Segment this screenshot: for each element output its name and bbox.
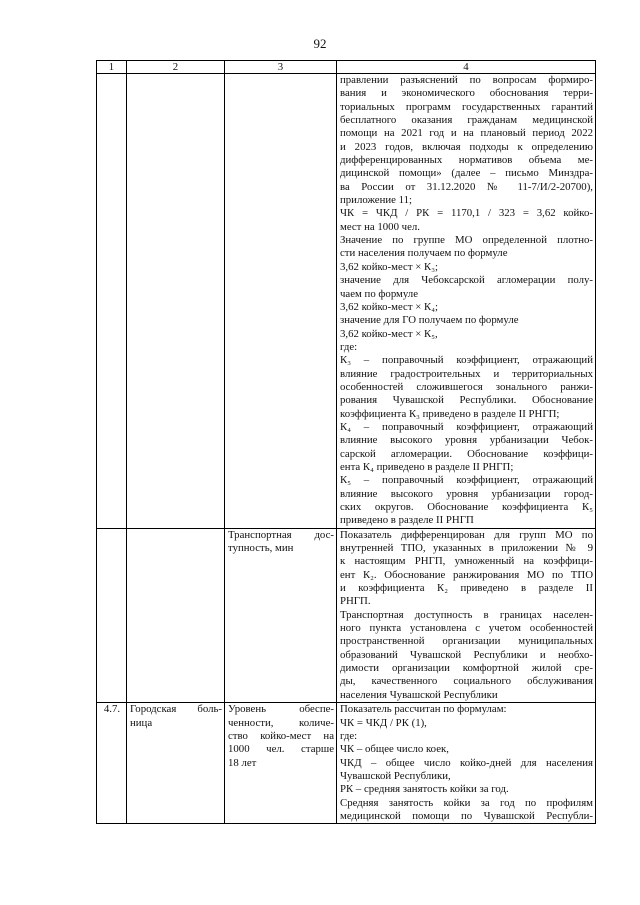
text-line: и 2023 годов, включая подходы к определению	[340, 140, 593, 153]
text-line: коэффициента К₃ приведено в разделе II РНГП;	[340, 407, 560, 420]
row3-indicator-cell	[225, 703, 337, 824]
text-line: ЧК – общее число коек,	[340, 743, 449, 756]
text-line: правлении разъяснений по вопросам формиро-	[340, 74, 593, 86]
text-line: ториальных программ государственных гарантий	[340, 100, 593, 113]
text-line: ента К₄ приведено в разделе II РНГП;	[340, 460, 514, 473]
text-line: Городская боль-	[130, 703, 222, 716]
text-line: населения Чувашской Республики	[340, 688, 498, 701]
text-line: ница	[130, 716, 153, 729]
table-header-row	[97, 61, 596, 74]
text-line: дифференцированных нормативов объема ме-	[340, 154, 593, 167]
text-line: бесплатного оказания гражданам медицинской	[340, 114, 593, 127]
text-line: ент К₂. Обоснование ранжирования МО по ТПО	[340, 568, 593, 581]
table-row	[97, 528, 596, 702]
text-line: дицинской помощи» (далее – письмо Минздра-	[340, 167, 593, 180]
row2-number-cell	[97, 528, 127, 702]
text-line: пространственной организации муниципальных	[340, 635, 593, 648]
text-line: Показатель рассчитан по формулам:	[340, 703, 507, 716]
text-line: ЧКД – общее число койко-дней для населения	[340, 756, 593, 769]
text-line: влияние градостроительных и территориальных	[340, 367, 593, 380]
header-col-2: 2	[127, 61, 225, 74]
text-line: К₃ – поправочный коэффициент, отражающий	[340, 354, 593, 367]
row2-justification-cell	[337, 528, 596, 702]
text-line: 18 лет	[228, 756, 257, 769]
text-line: влияние высокого уровня урбанизации город-	[340, 487, 593, 500]
text-line: 1000 чел. старше	[228, 743, 334, 756]
text-line: сти населения получаем по формуле	[340, 247, 508, 260]
text-line: димости организации комфортной жилой сре-	[340, 662, 593, 675]
row2-object-cell	[127, 528, 225, 702]
row3-justification-cell	[337, 703, 596, 824]
text-line: Чувашской Республики,	[340, 769, 451, 782]
header-col-1: 1	[97, 61, 127, 74]
table-row	[97, 74, 596, 529]
row1-justification-cell	[337, 74, 596, 529]
table-row	[97, 703, 596, 824]
text-line: К₅ – поправочный коэффициент, отражающий	[340, 474, 593, 487]
text-line: Средняя занятость койки за год по профилям	[340, 796, 593, 809]
text-line: ство койко-мест на	[228, 729, 334, 742]
text-line: рования Чувашской Республики. Обоснование	[340, 394, 593, 407]
row3-number-cell: 4.7.	[97, 703, 127, 824]
text-line: ЧК = ЧКД / РК = 1170,1 / 323 = 3,62 койко-	[340, 207, 593, 220]
text-line: Показатель дифференцирован для групп МО по	[340, 528, 593, 541]
text-line: значение для ГО получаем по формуле	[340, 314, 519, 327]
text-line: где:	[340, 340, 358, 353]
text-line: ды, качественного социального обслуживания	[340, 675, 593, 688]
text-line: к настоящим РНГП, умноженный на коэффици-	[340, 555, 593, 568]
text-line: образований Чувашской Республики и необхо-	[340, 648, 593, 661]
text-line: значение для Чебоксарской агломерации полу-	[340, 274, 593, 287]
text-line: ЧК = ЧКД / РК (1),	[340, 716, 427, 729]
row1-indicator-cell	[225, 74, 337, 529]
text-line: особенностей сложившегося зонального ранжи-	[340, 380, 593, 393]
text-line: помощи на 2021 год и на плановый период 2022	[340, 127, 593, 140]
text-line: вания и экономического обоснования терри-	[340, 87, 593, 100]
text-line: чаем по формуле	[340, 287, 418, 300]
text-line: приведено в разделе II РНГП	[340, 514, 474, 527]
text-line: РК – средняя занятость койки за год.	[340, 783, 509, 796]
text-line: К₄ – поправочный коэффициент, отражающий	[340, 420, 593, 433]
text-line: влияние высокого уровня урбанизации Чебок-	[340, 434, 593, 447]
row3-object-cell	[127, 703, 225, 824]
header-col-4: 4	[337, 61, 596, 74]
row2-indicator-cell	[225, 528, 337, 702]
text-line: 3,62 койко-мест × К₃;	[340, 260, 439, 273]
text-line: ченности, количе-	[228, 716, 334, 729]
text-line: мест на 1000 чел.	[340, 220, 420, 233]
text-line: Транспортная дос-	[228, 528, 334, 541]
text-line: 3,62 койко-мест × К₅,	[340, 327, 438, 340]
text-line: и коэффициента К₂ приведено в разделе II	[340, 582, 593, 595]
text-line: РНГП.	[340, 595, 371, 608]
text-line: медицинской помощи по Чувашской Республи-	[340, 809, 593, 822]
norms-table	[96, 60, 596, 824]
text-line: 3,62 койко-мест × К₄;	[340, 300, 439, 313]
text-line: приложение 11;	[340, 194, 413, 207]
row1-number-cell	[97, 74, 127, 529]
header-col-3: 3	[225, 61, 337, 74]
text-line: ва России от 31.12.2020 № 11-7/И/2-20700),	[340, 180, 593, 193]
text-line: Транспортная доступность в границах населен-	[340, 608, 593, 621]
text-line: тупность, мин	[228, 542, 294, 555]
text-line: Значение по группе МО определенной плотно-	[340, 234, 593, 247]
text-line: внутренней ТПО, указанных в приложении № 9	[340, 542, 593, 555]
text-line: Уровень обеспе-	[228, 703, 334, 716]
text-line: сарской агломерации. Обоснование коэффици-	[340, 447, 593, 460]
page-number: 92	[313, 36, 327, 51]
text-line: где:	[340, 729, 358, 742]
row1-object-cell	[127, 74, 225, 529]
text-line: ских округов. Обоснование коэффициента К₅	[340, 501, 593, 513]
text-line: ного пункта установлена с учетом особенностей	[340, 622, 593, 635]
